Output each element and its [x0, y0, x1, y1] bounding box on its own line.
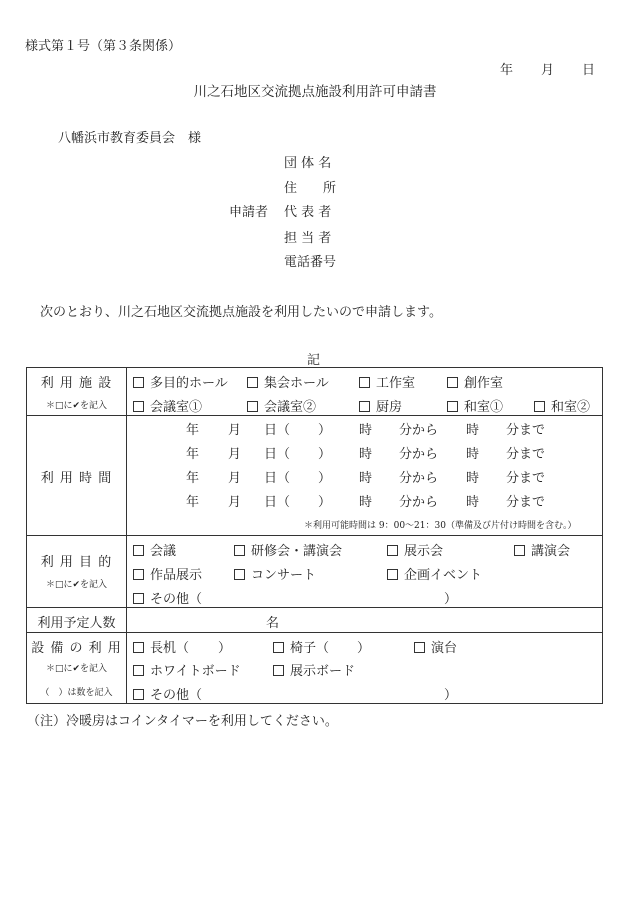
equipment-close: ）: [218, 641, 232, 656]
time-label: 利 用 時 間: [40, 471, 113, 486]
applicant-role-label: 申請者: [229, 205, 269, 220]
date-month: 月: [541, 63, 555, 78]
purpose-option[interactable]: コンサート: [234, 564, 316, 583]
facility-option[interactable]: 和室①: [447, 396, 503, 415]
facility-option[interactable]: 和室②: [534, 396, 590, 415]
facility-option[interactable]: 創作室: [447, 372, 503, 391]
checkbox[interactable]: [133, 377, 144, 388]
checkbox[interactable]: [247, 401, 258, 412]
intro-text: 次のとおり、川之石地区交流拠点施設を利用したいので申請します。: [40, 305, 442, 320]
applicant-field-address: 住 所: [284, 181, 337, 196]
equipment-close: ）: [357, 641, 371, 656]
applicant-field-contact-person: 担 当 者: [284, 231, 332, 246]
equipment-option[interactable]: 展示ボード: [273, 660, 355, 679]
checkbox[interactable]: [234, 545, 245, 556]
equipment-option-other[interactable]: その他（: [133, 684, 202, 703]
checkbox[interactable]: [234, 569, 245, 580]
equipment-note: （ ）は数を記入: [40, 688, 113, 698]
addressee: 八幡浜市教育委員会 様: [58, 131, 202, 146]
date-day: 日: [582, 63, 596, 78]
footnote: （注）冷暖房はコインタイマーを利用してください。: [27, 714, 338, 729]
table-divider: [26, 607, 603, 608]
table-divider: [26, 632, 603, 633]
facility-option[interactable]: 集会ホール: [247, 372, 329, 391]
checkbox[interactable]: [359, 377, 370, 388]
checkbox[interactable]: [133, 665, 144, 676]
purpose-label: 利 用 目 的: [40, 555, 113, 570]
date-year: 年: [500, 63, 514, 78]
checkbox[interactable]: [387, 569, 398, 580]
form-number: 様式第１号（第３条関係）: [25, 39, 182, 54]
purpose-option[interactable]: 研修会・講演会: [234, 540, 342, 559]
equipment-option[interactable]: ホワイトボード: [133, 660, 241, 679]
page-title: 川之石地区交流拠点施設利用許可申請書: [193, 84, 437, 100]
table-divider: [26, 535, 603, 536]
equipment-option[interactable]: 長机（: [133, 637, 189, 656]
facility-option[interactable]: 多目的ホール: [133, 372, 228, 391]
checkbox[interactable]: [359, 401, 370, 412]
checkbox[interactable]: [273, 642, 284, 653]
applicant-field-group-name: 団 体 名: [284, 156, 332, 171]
purpose-option[interactable]: 会議: [133, 540, 176, 559]
checkbox[interactable]: [247, 377, 258, 388]
purpose-note: ＊□に✔を記入: [45, 580, 108, 590]
applicant-field-phone: 電話番号: [284, 255, 337, 270]
facility-option[interactable]: 工作室: [359, 372, 415, 391]
checkbox[interactable]: [133, 593, 144, 604]
checkbox[interactable]: [133, 545, 144, 556]
facility-label: 利 用 施 設: [40, 376, 113, 391]
date-line: [500, 59, 595, 78]
checkbox[interactable]: [447, 377, 458, 388]
checkbox[interactable]: [447, 401, 458, 412]
time-note: ＊利用可能時間は 9：00～21：30（準備及び片付け時間を含む。）: [304, 521, 577, 531]
checkbox[interactable]: [133, 569, 144, 580]
ki-heading: 記: [307, 353, 321, 368]
purpose-option[interactable]: 企画イベント: [387, 564, 482, 583]
checkbox[interactable]: [273, 665, 284, 676]
checkbox[interactable]: [133, 642, 144, 653]
checkbox[interactable]: [514, 545, 525, 556]
checkbox[interactable]: [133, 689, 144, 700]
facility-option[interactable]: 厨房: [359, 396, 402, 415]
purpose-other-close: ）: [444, 592, 458, 607]
checkbox[interactable]: [414, 642, 425, 653]
facility-option[interactable]: 会議室①: [133, 396, 202, 415]
equipment-note: ＊□に✔を記入: [45, 664, 108, 674]
checkbox[interactable]: [534, 401, 545, 412]
equipment-label: 設 備 の 利 用: [31, 641, 122, 656]
purpose-option-other[interactable]: その他（: [133, 588, 202, 607]
people-label: 利用予定人数: [37, 616, 116, 631]
facility-option[interactable]: 会議室②: [247, 396, 316, 415]
checkbox[interactable]: [133, 401, 144, 412]
table-divider: [26, 415, 603, 416]
people-unit: 名: [266, 616, 280, 631]
purpose-option[interactable]: 作品展示: [133, 564, 202, 583]
purpose-option[interactable]: 展示会: [387, 540, 443, 559]
equipment-option[interactable]: 演台: [414, 637, 457, 656]
facility-note: ＊□に✔を記入: [45, 401, 108, 411]
purpose-option[interactable]: 講演会: [514, 540, 570, 559]
equipment-other-close: ）: [444, 688, 458, 703]
checkbox[interactable]: [387, 545, 398, 556]
equipment-option[interactable]: 椅子（: [273, 637, 329, 656]
applicant-field-representative: 代 表 者: [284, 205, 332, 220]
